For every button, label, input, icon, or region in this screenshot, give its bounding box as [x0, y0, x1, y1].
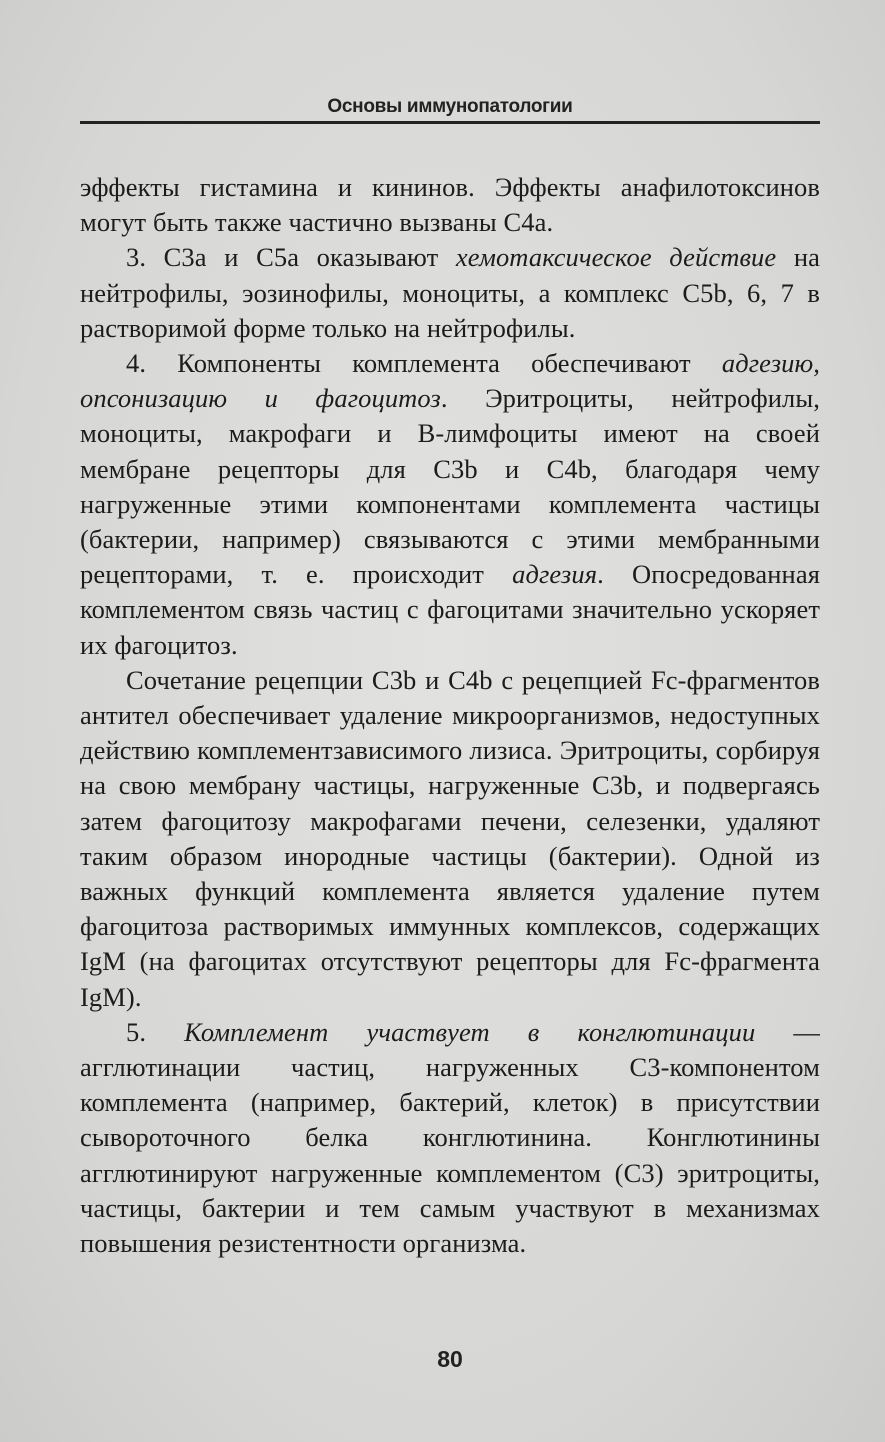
text-run: на нейтрофилы, эозинофилы, моноциты, а комплекс С5b, 6, 7 в растворимой форме только на нейтрофилы. [80, 242, 820, 343]
paragraph [80, 1015, 820, 1261]
paragraph [80, 346, 820, 663]
italic-term: Комплемент участвует в конглютинации [184, 1016, 756, 1047]
text-run: эффекты гистамина и кининов. Эффекты анафилотоксинов могут быть также частично вызваны С4а. [80, 172, 820, 238]
italic-term: хемотаксическое действие [455, 242, 777, 273]
text-run: . Опосредованная комплементом связь частиц с фагоцитами значительно ускоряет их фагоцитоз. [80, 559, 820, 660]
paragraph [80, 663, 820, 1015]
paragraph [80, 240, 820, 346]
text-run: Сочетание рецепции С3b и С4b с рецепцией Fc-фрагментов антител обеспечивает удаление микроорганизмов, недоступных действию комплементзависимого лизиса. Эритроциты, сорбируя на свою мембрану частицы, нагруженные С3b, и подвергаясь затем фагоцитозу макрофагами печени, селезенки, удаляют таким образом инородные частицы (бактерии). Одной из важных функций комплемента является удаление путем фагоцитоза растворимых иммунных комплексов, содержащих IgM (на фагоцитах отсутствуют рецепторы для Fc-фрагмента IgM). [80, 664, 820, 1012]
italic-term: адгезия [512, 559, 598, 590]
paragraph [80, 170, 820, 240]
page-number: 80 [437, 1346, 463, 1372]
running-header: Основы иммунопатологии [327, 96, 573, 117]
italic-term: адгезию, опсонизацию и фагоцитоз [80, 348, 820, 414]
text-run: 5. [126, 1016, 185, 1047]
text-run: 4. Компоненты комплемента обеспечивают [126, 348, 722, 379]
text-run: . Эритроциты, нейтрофилы, моноциты, макрофаги и В-лимфоциты имеют на своей мембране рецепторы для С3b и С4b, благодаря чему нагруженные этими компонентами комплемента частицы (бактерии, например) связываются с этими мембранными рецепторами, т. е. происходит [80, 383, 820, 590]
text-run: 3. С3а и С5а оказывают [126, 242, 456, 273]
text-run: — агглютинации частиц, нагруженных С3-компонентом комплемента (например, бактерий, клеток) в присутствии сывороточного белка конглютинина. Конглютинины агглютинируют нагруженные комплементом (С3) эритроциты, частицы, бактерии и тем самым участвуют в механизмах повышения резистентности организма. [80, 1016, 820, 1259]
header-rule [80, 121, 820, 124]
body-text [80, 170, 820, 1261]
